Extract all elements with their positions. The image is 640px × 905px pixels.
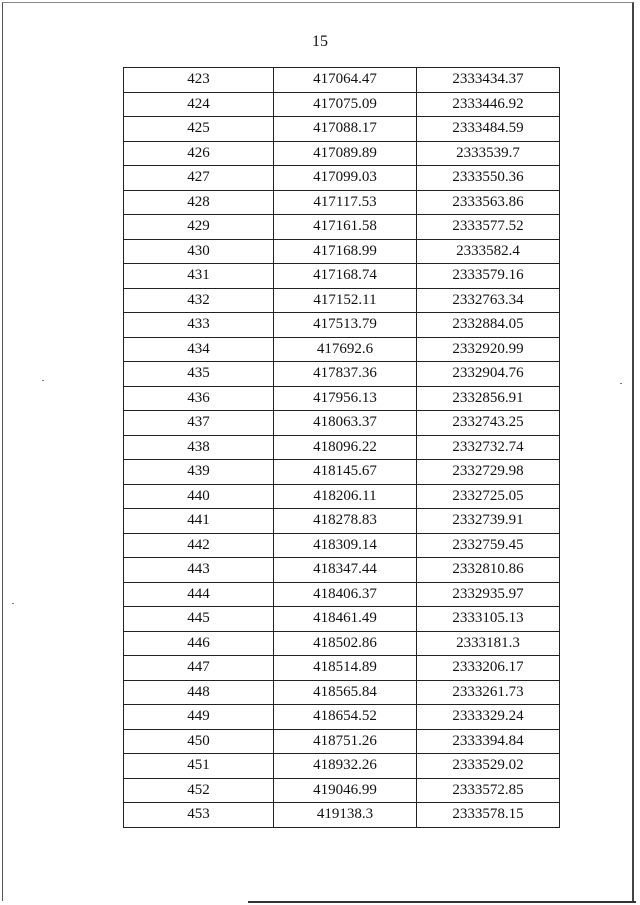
point-number-cell: 448 [124,680,274,705]
table-row [124,435,560,460]
x-coordinate-cell: 417513.79 [274,313,417,338]
x-coordinate-cell: 417117.53 [274,190,417,215]
point-number-cell: 440 [124,484,274,509]
point-number-cell: 426 [124,141,274,166]
point-number-cell: 453 [124,803,274,828]
x-coordinate-cell: 417168.99 [274,239,417,264]
x-coordinate-cell: 418309.14 [274,533,417,558]
y-coordinate-cell: 2333181.3 [417,631,560,656]
point-number-cell: 442 [124,533,274,558]
y-coordinate-cell: 2332739.91 [417,509,560,534]
x-coordinate-cell: 417099.03 [274,166,417,191]
table-row [124,264,560,289]
point-number-cell: 435 [124,362,274,387]
y-coordinate-cell: 2332763.34 [417,288,560,313]
x-coordinate-cell: 417088.17 [274,117,417,142]
y-coordinate-cell: 2332759.45 [417,533,560,558]
y-coordinate-cell: 2333572.85 [417,778,560,803]
table-row [124,239,560,264]
y-coordinate-cell: 2333578.15 [417,803,560,828]
table-row [124,484,560,509]
x-coordinate-cell: 418751.26 [274,729,417,754]
y-coordinate-cell: 2333105.13 [417,607,560,632]
y-coordinate-cell: 2332920.99 [417,337,560,362]
table-row [124,754,560,779]
x-coordinate-cell: 419138.3 [274,803,417,828]
point-number-cell: 443 [124,558,274,583]
y-coordinate-cell: 2332743.25 [417,411,560,436]
x-coordinate-cell: 418347.44 [274,558,417,583]
table-row [124,337,560,362]
y-coordinate-cell: 2332904.76 [417,362,560,387]
table-row [124,288,560,313]
x-coordinate-cell: 418063.37 [274,411,417,436]
point-number-cell: 436 [124,386,274,411]
table-row [124,607,560,632]
y-coordinate-cell: 2332884.05 [417,313,560,338]
point-number-cell: 449 [124,705,274,730]
y-coordinate-cell: 2333484.59 [417,117,560,142]
table-row [124,362,560,387]
y-coordinate-cell: 2333582.4 [417,239,560,264]
point-number-cell: 427 [124,166,274,191]
table-row [124,582,560,607]
point-number-cell: 441 [124,509,274,534]
table-row [124,411,560,436]
table-row [124,92,560,117]
page-bottom-edge [248,901,636,903]
point-number-cell: 431 [124,264,274,289]
y-coordinate-cell: 2332729.98 [417,460,560,485]
table-row [124,141,560,166]
point-number-cell: 429 [124,215,274,240]
table-row [124,803,560,828]
table-row [124,190,560,215]
point-number-cell: 444 [124,582,274,607]
point-number-cell: 434 [124,337,274,362]
x-coordinate-cell: 417075.09 [274,92,417,117]
x-coordinate-cell: 418145.67 [274,460,417,485]
table-row [124,631,560,656]
y-coordinate-cell: 2333446.92 [417,92,560,117]
point-number-cell: 439 [124,460,274,485]
table-row [124,558,560,583]
x-coordinate-cell: 418278.83 [274,509,417,534]
table-row [124,656,560,681]
point-number-cell: 423 [124,68,274,93]
scan-speck [620,383,622,384]
table-row [124,460,560,485]
table-row [124,778,560,803]
page-number: 15 [312,33,328,50]
point-number-cell: 445 [124,607,274,632]
coordinates-table-body [124,68,560,828]
y-coordinate-cell: 2333206.17 [417,656,560,681]
y-coordinate-cell: 2333394.84 [417,729,560,754]
table-row [124,533,560,558]
point-number-cell: 430 [124,239,274,264]
x-coordinate-cell: 418096.22 [274,435,417,460]
y-coordinate-cell: 2333579.16 [417,264,560,289]
point-number-cell: 452 [124,778,274,803]
y-coordinate-cell: 2332810.86 [417,558,560,583]
table-row [124,680,560,705]
x-coordinate-cell: 418406.37 [274,582,417,607]
x-coordinate-cell: 418932.26 [274,754,417,779]
table-row [124,68,560,93]
y-coordinate-cell: 2332732.74 [417,435,560,460]
point-number-cell: 451 [124,754,274,779]
x-coordinate-cell: 417161.58 [274,215,417,240]
y-coordinate-cell: 2333563.86 [417,190,560,215]
y-coordinate-cell: 2333550.36 [417,166,560,191]
point-number-cell: 424 [124,92,274,117]
x-coordinate-cell: 417837.36 [274,362,417,387]
point-number-cell: 438 [124,435,274,460]
coordinates-table [123,67,560,828]
table-row [124,313,560,338]
x-coordinate-cell: 418565.84 [274,680,417,705]
x-coordinate-cell: 417152.11 [274,288,417,313]
y-coordinate-cell: 2332725.05 [417,484,560,509]
table-row [124,386,560,411]
point-number-cell: 437 [124,411,274,436]
x-coordinate-cell: 418654.52 [274,705,417,730]
scan-speck [12,603,14,604]
x-coordinate-cell: 417168.74 [274,264,417,289]
point-number-cell: 432 [124,288,274,313]
x-coordinate-cell: 418514.89 [274,656,417,681]
point-number-cell: 446 [124,631,274,656]
x-coordinate-cell: 419046.99 [274,778,417,803]
point-number-cell: 447 [124,656,274,681]
y-coordinate-cell: 2333539.7 [417,141,560,166]
x-coordinate-cell: 418206.11 [274,484,417,509]
y-coordinate-cell: 2333261.73 [417,680,560,705]
point-number-cell: 428 [124,190,274,215]
x-coordinate-cell: 418502.86 [274,631,417,656]
table-row [124,705,560,730]
table-row [124,729,560,754]
x-coordinate-cell: 417692.6 [274,337,417,362]
y-coordinate-cell: 2333529.02 [417,754,560,779]
point-number-cell: 433 [124,313,274,338]
table-row [124,166,560,191]
y-coordinate-cell: 2332856.91 [417,386,560,411]
y-coordinate-cell: 2333329.24 [417,705,560,730]
y-coordinate-cell: 2333434.37 [417,68,560,93]
table-row [124,215,560,240]
scan-speck [42,380,44,381]
x-coordinate-cell: 418461.49 [274,607,417,632]
point-number-cell: 425 [124,117,274,142]
y-coordinate-cell: 2333577.52 [417,215,560,240]
x-coordinate-cell: 417089.89 [274,141,417,166]
x-coordinate-cell: 417064.47 [274,68,417,93]
table-row [124,509,560,534]
point-number-cell: 450 [124,729,274,754]
table-row [124,117,560,142]
x-coordinate-cell: 417956.13 [274,386,417,411]
y-coordinate-cell: 2332935.97 [417,582,560,607]
